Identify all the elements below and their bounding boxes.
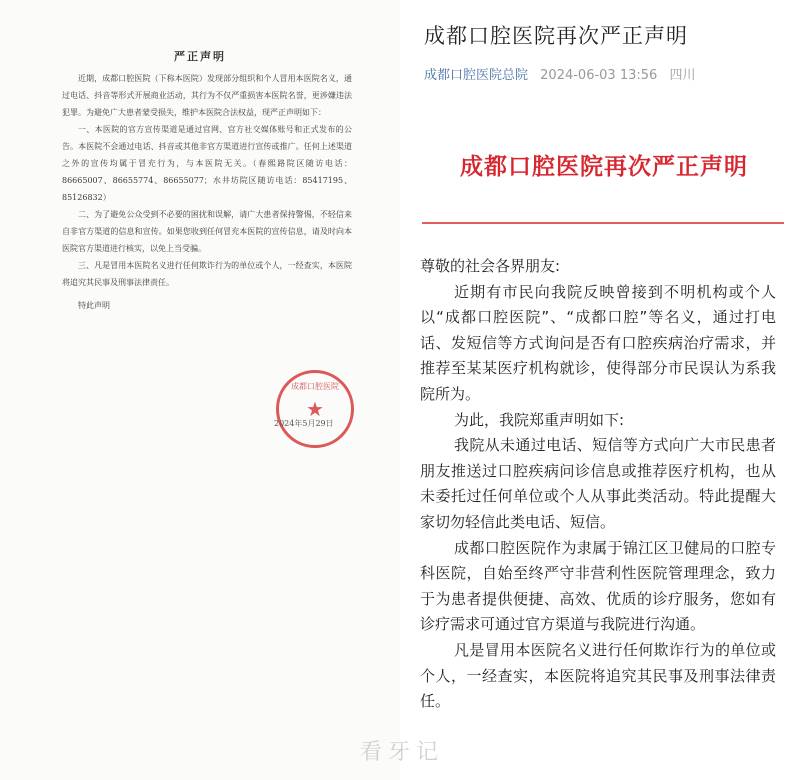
article-title: 成都口腔医院再次严正声明 <box>424 24 688 48</box>
article-paragraph: 近期有市民向我院反映曾接到不明机构或个人以“成都口腔医院”、“成都口腔”等名义，通过打电话、发短信等方式询问是否有口腔疾病治疗需求，并推荐至某某医疗机构就诊，使得部分市民误认为系我院所为。 <box>420 282 776 403</box>
article-content <box>420 254 776 715</box>
article-author-link[interactable]: 成都口腔医院总院 <box>424 68 529 83</box>
seal-area <box>246 382 386 462</box>
article-paragraph: 成都口腔医院作为隶属于锦江区卫健局的口腔专科医院，自始至终严守非营利性医院管理理念，致力于为患者提供便捷、高效、优质的诊疗服务，您如有诊疗需求可通过官方渠道与我院进行沟通。 <box>420 538 776 634</box>
article-paragraph: 为此，我院郑重声明如下: <box>454 410 625 429</box>
declaration-paragraph: 近期，成都口腔医院（下称本医院）发现部分组织和个人冒用本医院名义，通过电话、抖音等形式开展商业活动，其行为不仅严重损害本医院名誉，更涉嫌违法犯罪。为避免广大患者蒙受损失，维护本医院合法权益，现严正声明如下： <box>62 74 352 117</box>
declaration-date: 2024年5月29日 <box>274 419 334 428</box>
banner-divider <box>422 222 784 224</box>
seal-text: 成都口腔医院 <box>291 382 339 391</box>
article-location: 四川 <box>669 68 696 83</box>
declaration-closing: 特此声明 <box>78 301 110 310</box>
article-time: 2024-06-03 13:56 <box>540 68 658 83</box>
article-paragraph: 我院从未通过电话、短信等方式向广大市民患者朋友推送过口腔疾病问诊信息或推荐医疗机构，也从未委托过任何单位或个人从事此类活动。特此提醒大家切勿轻信此类电话、短信。 <box>420 436 776 531</box>
article-banner: 成都口腔医院再次严正声明 <box>460 154 748 180</box>
declaration-paragraph: 一、本医院的官方宣传渠道是通过官网、官方社交媒体账号和正式发布的公告。本医院不会通过电话、抖音或其他非官方渠道进行宣传或推广。任何上述渠道之外的宣传均属于冒充行为，与本医院无关。（春熙路院区随访电话：86665007、86655774、86655077；水井坊院区随访电话：85417195、85126832） <box>62 125 352 202</box>
declaration-body <box>62 70 352 314</box>
article-salutation: 尊敬的社会各界朋友: <box>420 257 561 275</box>
seal-star-icon: ★ <box>306 397 324 421</box>
declaration-paragraph: 三、凡是冒用本医院名义进行任何欺诈行为的单位或个人，一经查实，本医院将追究其民事及刑事法律责任。 <box>62 261 352 287</box>
article-meta <box>424 64 794 83</box>
declaration-title: 严正声明 <box>174 50 226 63</box>
hospital-seal-icon <box>276 370 354 448</box>
watermark: 看牙记 <box>359 740 444 765</box>
article-paragraph: 凡是冒用本医院名义进行任何欺诈行为的单位或个人，一经查实，本医院将追究其民事及刑事法律责任。 <box>420 640 776 711</box>
declaration-paragraph: 二、为了避免公众受到不必要的困扰和误解，请广大患者保持警惕，不轻信来自非官方渠道的信息和宣传。如果您收到任何冒充本医院的宣传信息，请及时向本医院官方渠道进行核实，以免上当受骗。 <box>62 210 352 253</box>
article-panel <box>400 0 800 780</box>
